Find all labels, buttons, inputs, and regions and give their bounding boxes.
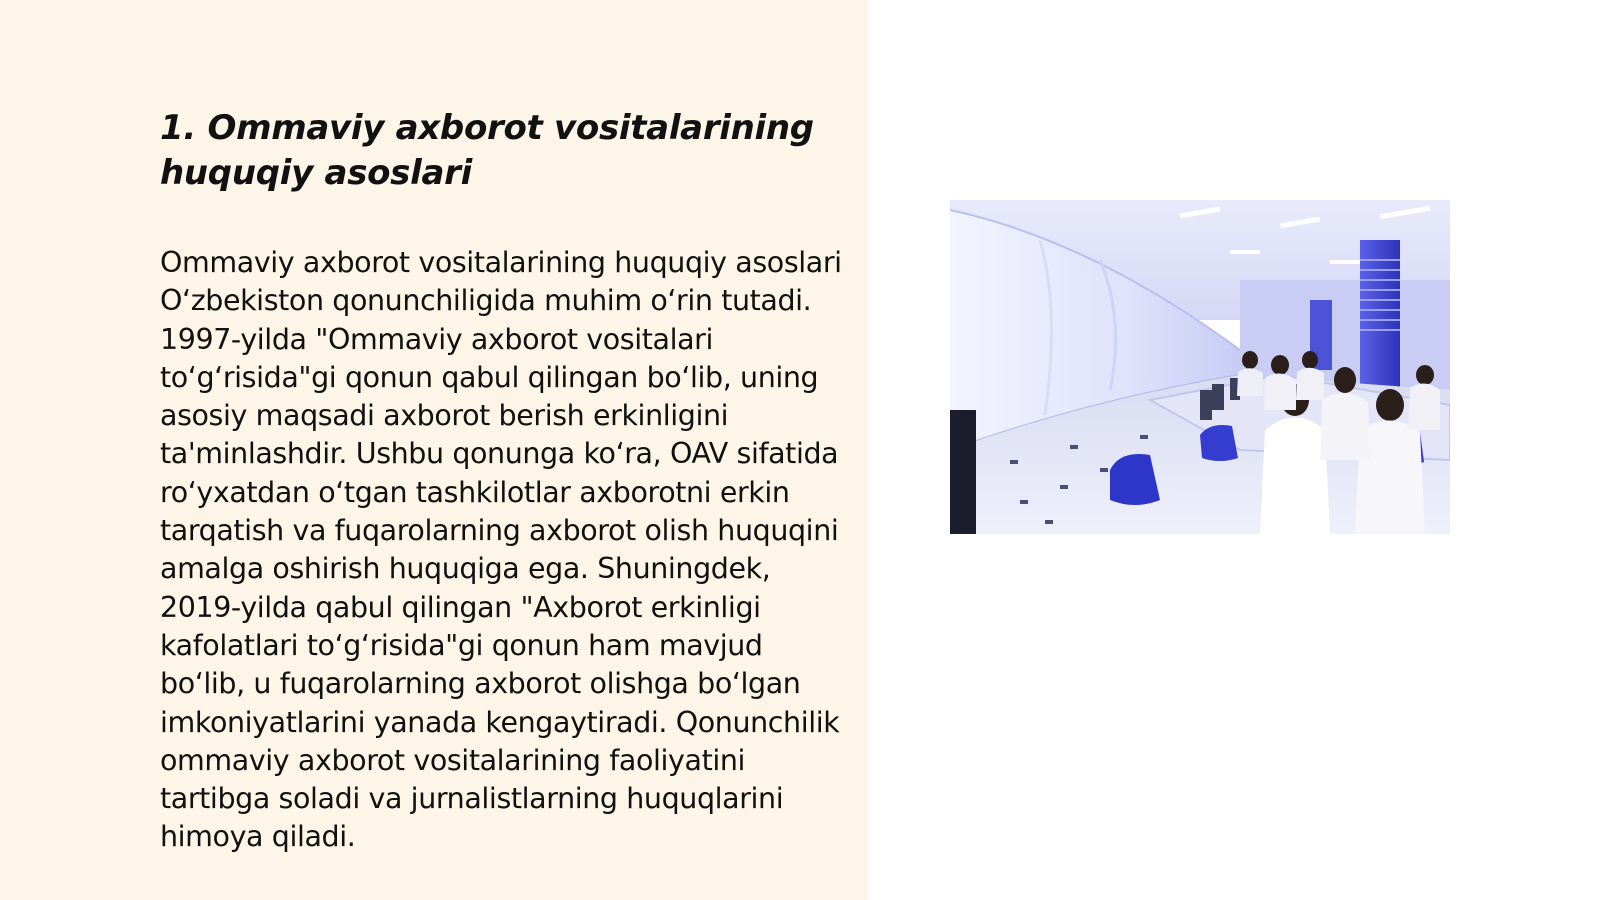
slide-title: 1. Ommaviy axborot vositalarining huquqiy asoslari	[160, 108, 814, 193]
slide-body-text: Ommaviy axborot vositalarining huquqiy asoslari O‘zbekiston qonunchiligida muhim o‘rin tutadi. 1997-yilda "Ommaviy axborot vositalari to‘g‘risida"gi qonun qabul qilingan bo‘lib, uning asosiy maqsadi axborot berish erkinligini ta'minlashdir. Ushbu qonunga ko‘ra, OAV sifatida ro‘yxatdan o‘tgan tashkilotlar axborotni erkin tarqatish va fuqarolarning axborot olish huquqini amalga oshirish huquqiga ega. Shuningdek, 2019-yilda qabul qilingan "Axborot erkinligi kafolatlari to‘g‘risida"gi qonun ham mavjud bo‘lib, u fuqarolarning axborot olishga bo‘lgan imkoniyatlarini yanada kengaytiradi. Qonunchilik ommaviy axborot vositalarining faoliyatini tartibga soladi va jurnalistlarning huquqlarini himoya qiladi.	[160, 246, 842, 854]
classroom-photo	[950, 200, 1450, 534]
